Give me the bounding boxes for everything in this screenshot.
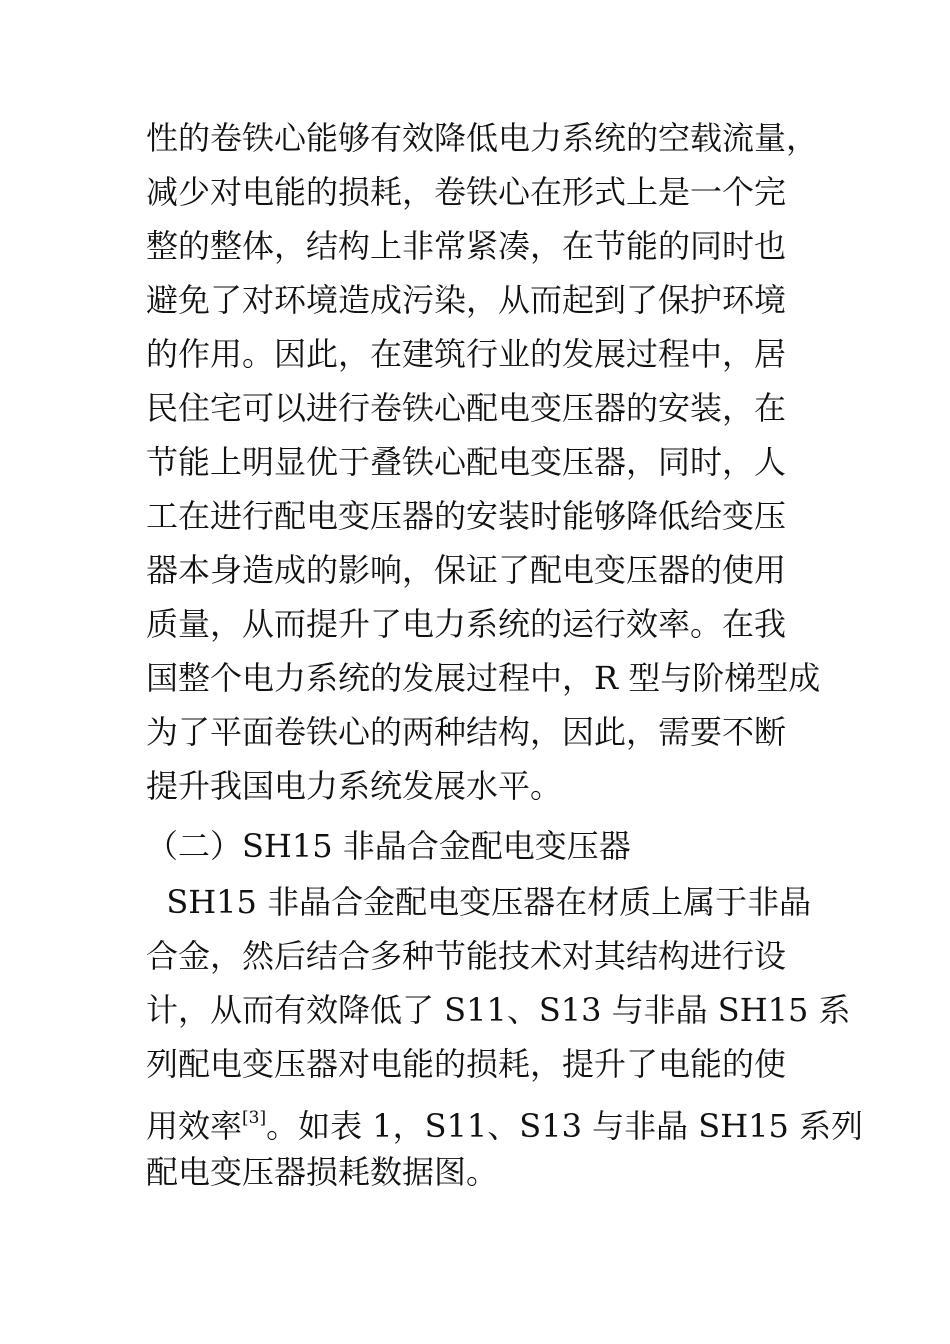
paragraph-line: [146, 1098, 863, 1146]
paragraph-line: 国整个电力系统的发展过程中，R 型与阶梯型成: [146, 659, 821, 697]
paragraph-line: 避免了对环境造成污染，从而起到了保护环境: [146, 281, 787, 319]
paragraph-line: SH15 非晶合金配电变压器在材质上属于非晶: [146, 883, 812, 921]
paragraph-line: 性的卷铁心能够有效降低电力系统的空载流量，: [146, 119, 819, 157]
paragraph-line: 的作用。因此，在建筑行业的发展过程中，居: [146, 335, 787, 373]
line-text: 。如表 1，S11、S13 与非晶 SH15 系列: [266, 1107, 863, 1145]
paragraph-line: 减少对电能的损耗，卷铁心在形式上是一个完: [146, 173, 787, 211]
line-text: 用效率: [146, 1107, 243, 1145]
paragraph-line: 合金，然后结合多种节能技术对其结构进行设: [146, 937, 787, 975]
citation-reference: [3]: [242, 1108, 267, 1128]
paragraph-line: 计，从而有效降低了 S11、S13 与非晶 SH15 系: [146, 991, 851, 1029]
paragraph-line: 列配电变压器对电能的损耗，提升了电能的使: [146, 1045, 787, 1083]
paragraph-line: 工在进行配电变压器的安装时能够降低给变压: [146, 497, 787, 535]
section-heading: （二）SH15 非晶合金配电变压器: [146, 827, 631, 865]
paragraph-line: 器本身造成的影响，保证了配电变压器的使用: [146, 551, 787, 589]
paragraph-line: 民住宅可以进行卷铁心配电变压器的安装，在: [146, 389, 787, 427]
paragraph-line: 质量，从而提升了电力系统的运行效率。在我: [146, 605, 787, 643]
paragraph-line: 整的整体，结构上非常紧凑，在节能的同时也: [146, 227, 787, 265]
paragraph-line: 节能上明显优于叠铁心配电变压器，同时，人: [146, 443, 787, 481]
paragraph-line: 为了平面卷铁心的两种结构，因此，需要不断: [146, 713, 787, 751]
paragraph-line: 配电变压器损耗数据图。: [146, 1153, 499, 1191]
paragraph-line: 提升我国电力系统发展水平。: [146, 767, 563, 805]
